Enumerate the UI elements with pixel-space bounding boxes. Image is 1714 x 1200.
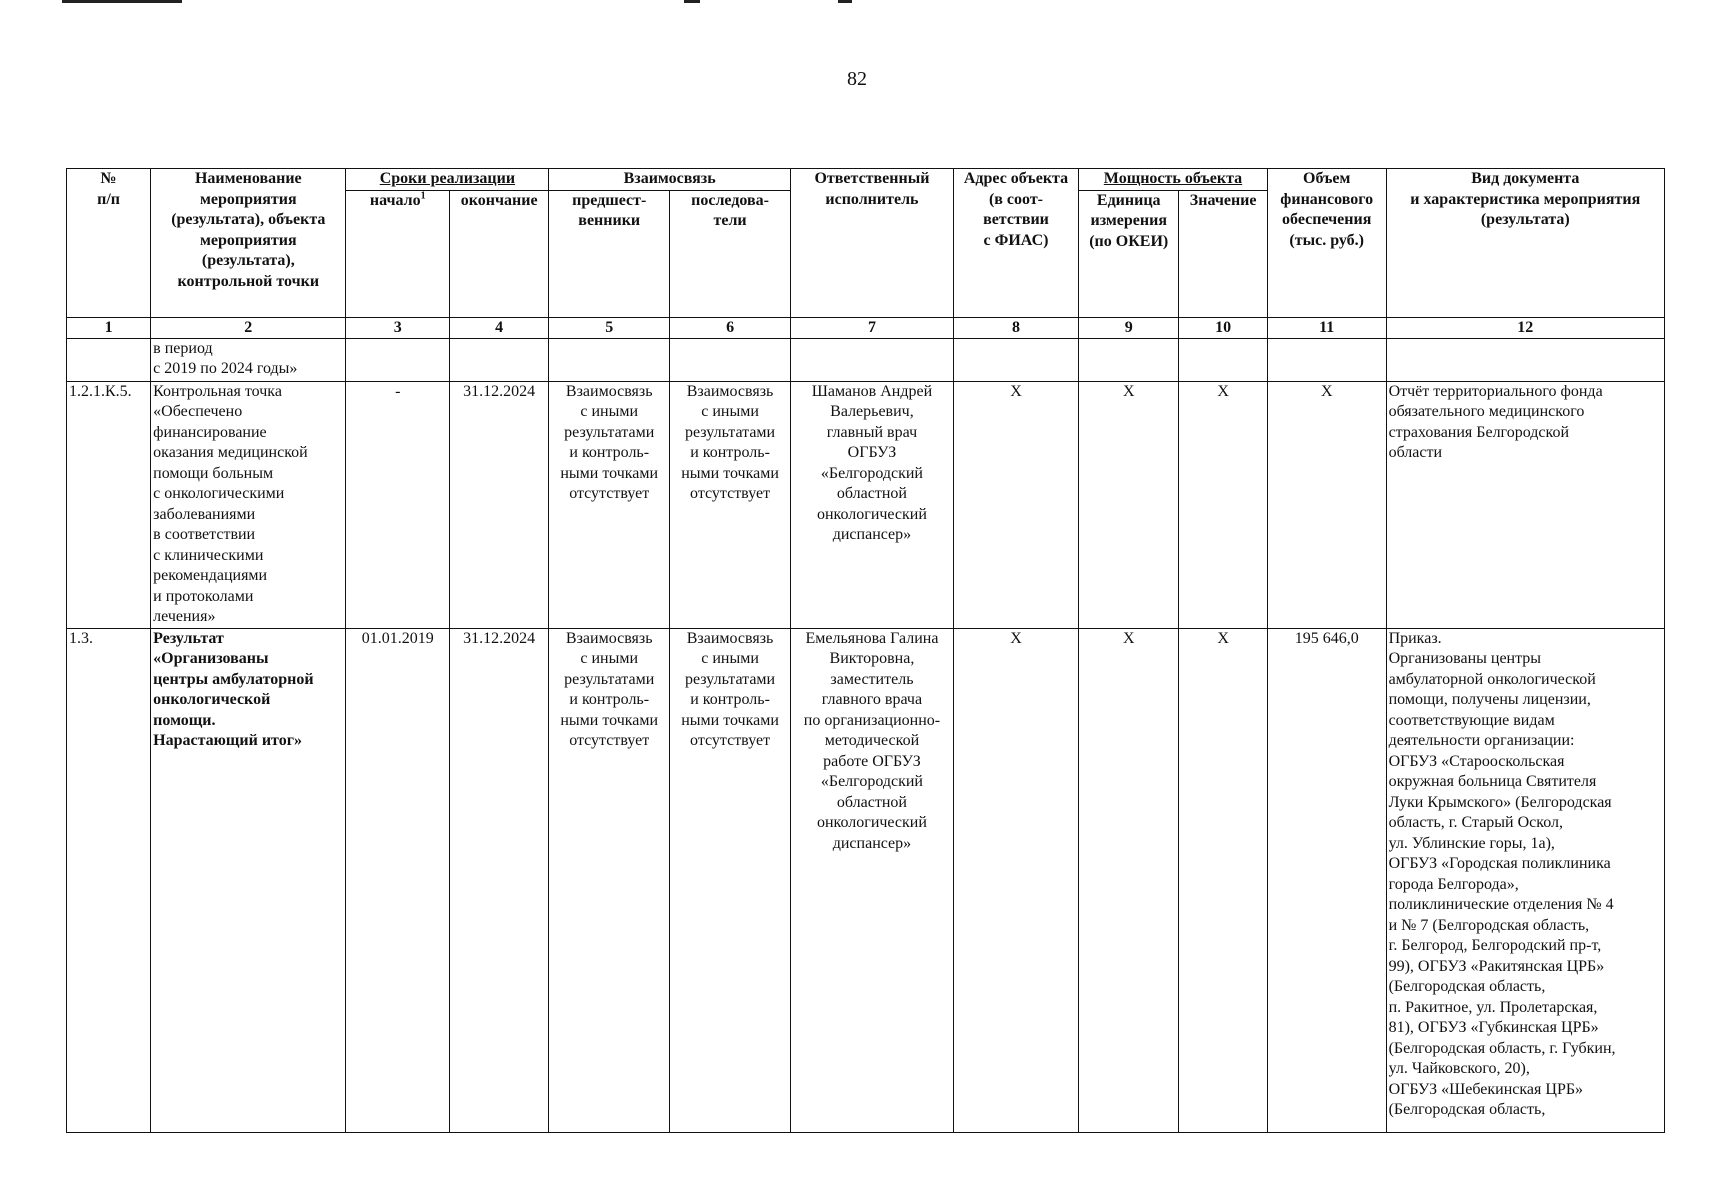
page-number: 82 — [847, 68, 867, 90]
cell-finance — [1267, 338, 1386, 381]
column-number: 3 — [346, 317, 450, 338]
cell-start — [346, 338, 450, 381]
cell-responsible: Шаманов Андрей Валерьевич, главный врач ОГБУЗ «Белгородский областной онкологический диспансер» — [790, 381, 953, 628]
cell-unit: Х — [1079, 381, 1179, 628]
cell-unit — [1079, 338, 1179, 381]
cell-successors: Взаимосвязь с иными результатами и контроль- ными точками отсутствует — [670, 381, 791, 628]
header-start-label: начало — [369, 191, 421, 209]
header-unit: Единица измерения (по ОКЕИ) — [1079, 190, 1179, 317]
header-finance: Объем финансового обеспечения (тыс. руб.) — [1267, 169, 1386, 318]
cell-name: в период с 2019 по 2024 годы» — [151, 338, 346, 381]
header-terms-label: Сроки реализации — [379, 170, 516, 187]
cell-doc: Отчёт территориального фонда обязательного медицинского страхования Белгородской области — [1386, 381, 1664, 628]
table-row — [67, 628, 1665, 1132]
cell-num: 1.2.1.К.5. — [67, 381, 151, 628]
cell-start: - — [346, 381, 450, 628]
header-terms-group — [346, 169, 549, 191]
cell-successors: Взаимосвязь с иными результатами и контроль- ными точками отсутствует — [670, 628, 791, 1132]
cell-start: 01.01.2019 — [346, 628, 450, 1132]
cell-unit: Х — [1079, 628, 1179, 1132]
header-capacity-group — [1079, 169, 1268, 191]
cell-value: Х — [1179, 628, 1267, 1132]
cell-finance: 195 646,0 — [1267, 628, 1386, 1132]
header-capacity-label: Мощность объекта — [1103, 170, 1243, 187]
header-num: № п/п — [67, 169, 151, 318]
column-number: 9 — [1079, 317, 1179, 338]
column-number: 12 — [1386, 317, 1664, 338]
column-number: 6 — [670, 317, 791, 338]
cell-end: 31.12.2024 — [450, 628, 549, 1132]
header-relation-group: Взаимосвязь — [549, 169, 791, 191]
cell-successors — [670, 338, 791, 381]
column-number: 2 — [151, 317, 346, 338]
cell-predecessors: Взаимосвязь с иными результатами и контроль- ными точками отсутствует — [549, 381, 670, 628]
cell-num — [67, 338, 151, 381]
plan-table — [66, 168, 1665, 1133]
cell-value: Х — [1179, 381, 1267, 628]
header-successors: последова- тели — [670, 190, 791, 317]
cell-address — [953, 338, 1078, 381]
cell-end — [450, 338, 549, 381]
top-edge-mark — [62, 0, 182, 3]
cell-address: Х — [953, 381, 1078, 628]
header-end: окончание — [450, 190, 549, 317]
header-name: Наименование мероприятия (результата), объекта мероприятия (результата), контрольной точки — [151, 169, 346, 318]
cell-name: Результат «Организованы центры амбулаторной онкологической помощи. Нарастающий итог» — [151, 628, 346, 1132]
column-number: 11 — [1267, 317, 1386, 338]
header-responsible: Ответственный исполнитель — [790, 169, 953, 318]
column-number: 5 — [549, 317, 670, 338]
cell-predecessors: Взаимосвязь с иными результатами и контроль- ными точками отсутствует — [549, 628, 670, 1132]
cell-responsible: Емельянова Галина Викторовна, заместитель главного врача по организационно- методической работе ОГБУЗ «Белгородский областной онкологический диспансер» — [790, 628, 953, 1132]
cell-doc: Приказ. Организованы центры амбулаторной онкологической помощи, получены лицензии, соответствующие видам деятельности организации: ОГБУЗ «Старооскольская окружная больница Святителя Луки Крымского» (Белгородская область, г. Старый Оскол, ул. Ублинские горы, 1а), ОГБУЗ «Городская поликлиника города Белгорода», поликлинические отделения № 4 и № 7 (Белгородская область, г. Белгород, Белгородский пр-т, 99), ОГБУЗ «Ракитянская ЦРБ» (Белгородская область, п. Ракитное, ул. Пролетарская, 81), ОГБУЗ «Губкинская ЦРБ» (Белгородская область, г. Губкин, ул. Чайковского, 20), ОГБУЗ «Шебекинская ЦРБ» (Белгородская область, — [1386, 628, 1664, 1132]
cell-end: 31.12.2024 — [450, 381, 549, 628]
cell-name: Контрольная точка «Обеспечено финансирование оказания медицинской помощи больным с онкологическими заболеваниями в соответствии с клиническими рекомендациями и протоколами лечения» — [151, 381, 346, 628]
header-doc: Вид документа и характеристика мероприятия (результата) — [1386, 169, 1664, 318]
cell-finance: Х — [1267, 381, 1386, 628]
header-start — [346, 190, 450, 317]
header-address: Адрес объекта (в соот- ветствии с ФИАС) — [953, 169, 1078, 318]
header-predecessors: предшест- венники — [549, 190, 670, 317]
table-row — [67, 381, 1665, 628]
column-number: 4 — [450, 317, 549, 338]
cell-doc — [1386, 338, 1664, 381]
footnote-marker: 1 — [420, 190, 426, 202]
column-number: 8 — [953, 317, 1078, 338]
column-number: 1 — [67, 317, 151, 338]
cell-responsible — [790, 338, 953, 381]
cell-value — [1179, 338, 1267, 381]
column-number: 7 — [790, 317, 953, 338]
top-edge-mark — [684, 0, 700, 3]
cell-num: 1.3. — [67, 628, 151, 1132]
cell-address: Х — [953, 628, 1078, 1132]
cell-predecessors — [549, 338, 670, 381]
column-number: 10 — [1179, 317, 1267, 338]
table-row — [67, 338, 1665, 381]
top-edge-mark — [838, 0, 852, 3]
header-value: Значение — [1179, 190, 1267, 317]
